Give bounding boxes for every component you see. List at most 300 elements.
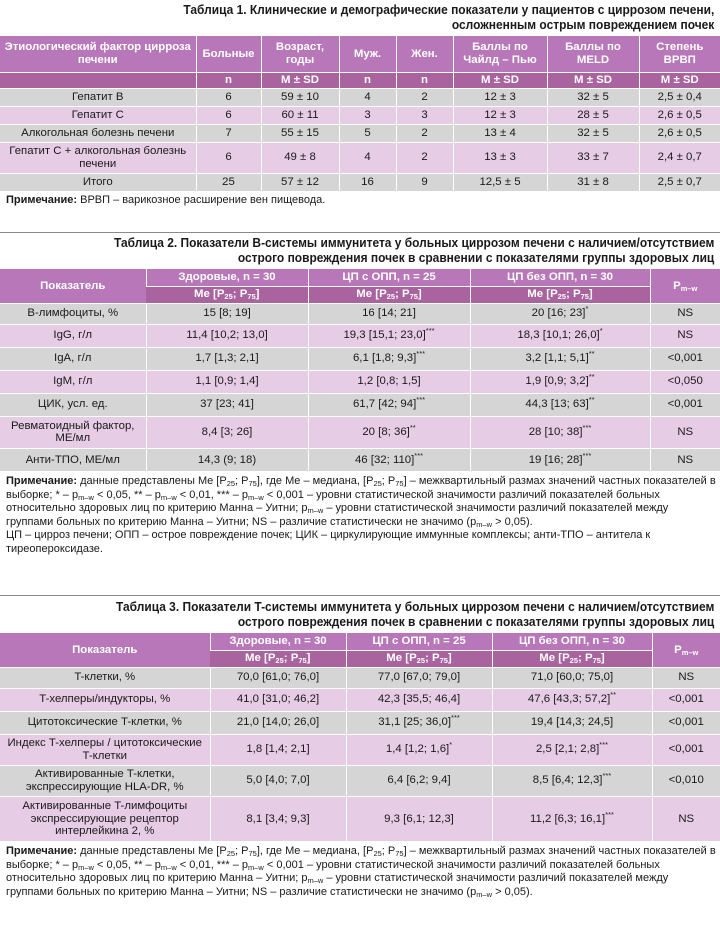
cell	[308, 347, 470, 370]
sig-mark: ***	[414, 450, 424, 460]
note-text: ], где Me – медиана, [P	[256, 845, 374, 857]
cell: 11,4 [10,2; 13,0]	[146, 324, 308, 347]
note-text: < 0,05, ** – p	[93, 858, 161, 871]
col-subheader: M ± SD	[453, 72, 547, 88]
sub-75: 75	[298, 656, 307, 666]
cell-value: 3,2 [1,1; 5,1]	[525, 352, 589, 365]
cell-value: 46 [32; 110]	[354, 453, 415, 466]
cell: NS	[650, 324, 720, 347]
cell	[308, 324, 470, 347]
col-subheader	[470, 286, 650, 303]
cell: 13 ± 3	[453, 142, 547, 173]
sub-75: 75	[580, 292, 589, 302]
table-row	[0, 393, 720, 416]
col-subheader: M ± SD	[639, 72, 720, 88]
cell: 32 ± 5	[547, 124, 639, 142]
sig-mark: ***	[416, 349, 426, 359]
col-subheader	[492, 650, 652, 667]
sig-mark: **	[409, 422, 416, 432]
note-text: данные представлены Me [P	[80, 475, 227, 487]
sub-75: 75	[409, 292, 418, 302]
table-2-header-row	[0, 269, 720, 286]
col-subheader	[210, 650, 346, 667]
sub-text: ; P	[232, 288, 248, 301]
table-row	[0, 303, 720, 324]
note-sub: 75	[248, 479, 257, 488]
cell	[470, 370, 650, 393]
cell: 12 ± 3	[453, 106, 547, 124]
sub-text: ]	[306, 652, 311, 665]
cell: 1,1 [0,9; 1,4]	[146, 370, 308, 393]
col-header: Больные	[196, 36, 261, 72]
cell	[492, 734, 652, 765]
cell: 59 ± 10	[261, 88, 339, 106]
cell	[308, 370, 470, 393]
sub-text: ; P	[283, 652, 299, 665]
table-1	[0, 36, 720, 191]
cell	[470, 393, 650, 416]
cell-value: 18,3 [10,1; 26,0]	[517, 329, 600, 342]
cell: Гепатит C	[0, 106, 196, 124]
cell-value: 8,5 [6,4; 12,3]	[532, 774, 603, 787]
table-3-title-line-2: острого повреждения почек в сравнении с показателями группы здоровых лиц	[237, 615, 715, 629]
note-text: ; P	[235, 845, 249, 857]
cell: 15 [8; 19]	[146, 303, 308, 324]
cell: <0,001	[652, 711, 720, 734]
cell-value: 77,0 [67,0; 79,0]	[377, 671, 461, 684]
cell: Цитотоксические T-клетки, %	[0, 711, 210, 734]
sub-text: ; P	[578, 652, 593, 665]
cell: 3	[396, 106, 453, 124]
cell: NS	[652, 796, 720, 841]
cell: Алкогольная болезнь печени	[0, 124, 196, 142]
cell: IgM, г/л	[0, 370, 146, 393]
cell-value: 42,3 [35,5; 46,4]	[377, 693, 461, 706]
table-row	[0, 734, 720, 765]
cell	[346, 734, 492, 765]
table-row	[0, 142, 720, 173]
table-3-header-row	[0, 633, 720, 650]
sig-mark: ***	[582, 422, 592, 432]
col-header: Здоровые, n = 30	[210, 633, 346, 650]
cell	[308, 303, 470, 324]
col-subheader	[308, 286, 470, 303]
p-sub: m–w	[681, 647, 699, 657]
sub-75: 75	[592, 656, 601, 666]
note-sub: 25	[226, 849, 236, 858]
table-row	[0, 667, 720, 688]
sub-text: ]	[255, 288, 260, 301]
note-sub: m–w	[476, 519, 493, 529]
cell-value: 6,4 [6,2; 9,4]	[387, 774, 451, 787]
table-3-title	[36, 600, 720, 630]
table-3-section	[0, 600, 720, 899]
cell: IgG, г/л	[0, 324, 146, 347]
cell: 2	[396, 124, 453, 142]
col-subheader: M ± SD	[261, 72, 339, 88]
cell	[346, 688, 492, 711]
col-header: ЦП без ОПП, n = 30	[492, 633, 652, 650]
col-header: Степень ВРВП	[639, 36, 720, 72]
sub-25: 25	[569, 656, 579, 666]
col-subheader: n	[196, 72, 261, 88]
cell: 2,6 ± 0,5	[639, 124, 720, 142]
cell: Гепатит C + алкогольная болезнь печени	[0, 142, 196, 173]
table-row	[0, 88, 720, 106]
col-subheader	[346, 650, 492, 667]
cell: 37 [23; 41]	[146, 393, 308, 416]
cell: 5,0 [4,0; 7,0]	[210, 765, 346, 796]
sig-mark: **	[588, 395, 595, 405]
note-text: > 0,05).	[492, 515, 533, 528]
table-2-section	[0, 236, 720, 557]
note-sub: m–w	[78, 862, 94, 872]
table-row	[0, 324, 720, 347]
sig-mark: *	[585, 304, 589, 314]
note-sub: m–w	[307, 506, 324, 516]
sub-25: 25	[275, 656, 284, 666]
note-sub: m–w	[160, 862, 177, 872]
cell: 5	[339, 124, 396, 142]
table-2-title-line-2: острого повреждения почек в сравнении с показателями группы здоровых лиц	[237, 251, 715, 265]
cell: 55 ± 15	[261, 124, 339, 142]
sub-text: ; P	[425, 652, 440, 665]
note-sub: m–w	[476, 889, 493, 899]
note-sub: 75	[395, 479, 404, 488]
table-row	[0, 765, 720, 796]
cell: 12 ± 3	[453, 88, 547, 106]
table-row	[0, 711, 720, 734]
table-1-title-line-1: Таблица 1. Клинические и демографические показатели у пациентов с циррозом печени,	[183, 3, 715, 17]
table-2-title-line-1: Таблица 2. Показатели B-системы иммунитета у больных циррозом печени с наличием/отсутствием	[114, 236, 715, 250]
sig-mark: ***	[451, 713, 460, 723]
note-label: Примечание:	[6, 194, 78, 206]
note-label: Примечание:	[6, 845, 78, 857]
sig-mark: ***	[416, 395, 426, 405]
p-label: P	[673, 279, 681, 292]
table-3-note	[0, 841, 720, 899]
table-row	[0, 416, 720, 448]
cell: 7	[196, 124, 261, 142]
table-1-subheader-row	[0, 72, 720, 88]
col-header: Здоровые, n = 30	[146, 269, 308, 286]
note-sub: 75	[395, 849, 404, 858]
cell: T-клетки, %	[0, 667, 210, 688]
cell	[470, 347, 650, 370]
col-header: Показатель	[0, 633, 210, 667]
sub-text: ]	[588, 288, 593, 301]
note-text: – уровни статистической значимости различий показателей между группами больных по критерию Манна – Уитни; NS – различие статистически не значимо (p	[6, 502, 669, 528]
cell: 16	[339, 173, 396, 191]
cell: Активированные T-клетки, экспрессирующие HLA-DR, %	[0, 765, 210, 796]
note-sub: m–w	[248, 862, 264, 872]
cell: NS	[650, 303, 720, 324]
cell-value: 20 [16; 23]	[531, 307, 586, 320]
cell-value: 9,3 [6,1; 12,3]	[384, 812, 454, 825]
cell: 2,5 ± 0,7	[639, 173, 720, 191]
cell: IgA, г/л	[0, 347, 146, 370]
cell: 41,0 [31,0; 46,2]	[210, 688, 346, 711]
cell: <0,001	[652, 688, 720, 711]
sub-75: 75	[247, 292, 256, 302]
cell-value: 16 [14; 21]	[362, 307, 416, 320]
cell: 8,1 [3,4; 9,3]	[210, 796, 346, 841]
cell: 28 ± 5	[547, 106, 639, 124]
sub-text: ]	[600, 652, 605, 665]
sig-mark: ***	[425, 326, 435, 336]
table-2-title	[36, 236, 720, 266]
col-header: Баллы по Чайлд – Пью	[453, 36, 547, 72]
cell-value: 11,2 [6,3; 16,1]	[530, 812, 606, 825]
sig-mark: **	[588, 349, 595, 359]
cell-value: 1,9 [0,9; 3,2]	[525, 375, 589, 388]
cell: Гепатит B	[0, 88, 196, 106]
sub-25: 25	[386, 292, 396, 302]
note-text: ] – межквартильный размах значений частных показателей в выборке; * – p	[6, 845, 716, 871]
cell-value: 28 [10; 38]	[528, 425, 583, 438]
note-text: < 0,01, *** – p	[176, 488, 248, 501]
sub-25: 25	[224, 292, 233, 302]
col-subheader: n	[396, 72, 453, 88]
sig-mark: ***	[582, 450, 592, 460]
p-label: P	[674, 643, 682, 656]
cell	[308, 448, 470, 471]
cell: T-хелперы/индукторы, %	[0, 688, 210, 711]
sig-mark: *	[599, 326, 603, 336]
table-1-section	[0, 0, 720, 208]
col-header-p	[652, 633, 720, 667]
col-subheader: n	[339, 72, 396, 88]
cell: 49 ± 8	[261, 142, 339, 173]
note-text: ], где Me – медиана, [P	[256, 475, 374, 487]
cell: 12,5 ± 5	[453, 173, 547, 191]
cell: <0,001	[650, 347, 720, 370]
col-subheader	[0, 72, 196, 88]
cell: 32 ± 5	[547, 88, 639, 106]
cell: Итого	[0, 173, 196, 191]
note-text: > 0,05).	[492, 885, 533, 898]
note-text: ; P	[381, 845, 396, 857]
divider	[0, 232, 720, 233]
note-sub: 75	[248, 849, 257, 858]
table-1-note	[0, 191, 720, 208]
cell-value: 6,1 [1,8; 9,3]	[352, 352, 417, 365]
col-header: Баллы по MELD	[547, 36, 639, 72]
cell: 4	[339, 142, 396, 173]
note-text: ВРВП – варикозное расширение вен пищевода.	[80, 194, 326, 206]
sig-mark: ***	[599, 740, 609, 750]
cell	[308, 416, 470, 448]
sub-text: Me [P	[539, 652, 570, 665]
cell: 70,0 [61,0; 76,0]	[210, 667, 346, 688]
cell: Анти-ТПО, МЕ/мл	[0, 448, 146, 471]
sub-25: 25	[557, 292, 567, 302]
cell: B-лимфоциты, %	[0, 303, 146, 324]
col-header: Этиологический фактор цирроза печени	[0, 36, 196, 72]
col-header-p	[650, 269, 720, 303]
col-header: Муж.	[339, 36, 396, 72]
cell: Индекс T-хелперы / цитотоксические T-клетки	[0, 734, 210, 765]
cell-value: 44,3 [13; 63]	[525, 398, 589, 411]
cell: 14,3 (9; 18)	[146, 448, 308, 471]
cell-value: 1,4 [1,2; 1,6]	[385, 743, 450, 756]
cell: 2,5 ± 0,4	[639, 88, 720, 106]
cell: 1,7 [1,3; 2,1]	[146, 347, 308, 370]
cell: <0,001	[650, 393, 720, 416]
sub-text: ]	[447, 652, 452, 665]
cell	[346, 765, 492, 796]
note-text: < 0,001 – уровни статистической значимости различий показателей больных относительно здоровых лиц по критерию Манна – Уитни; p	[6, 488, 660, 515]
cell: 2	[396, 142, 453, 173]
cell: NS	[652, 667, 720, 688]
sig-mark: *	[449, 740, 453, 750]
cell-value: 19 [16; 28]	[528, 453, 583, 466]
cell-value: 19,4 [14,3; 24,5]	[530, 716, 614, 729]
cell	[346, 796, 492, 841]
sig-mark: ***	[602, 771, 612, 781]
cell-value: 2,5 [2,1; 2,8]	[535, 743, 600, 756]
cell: 3	[339, 106, 396, 124]
table-row	[0, 370, 720, 393]
cell: 6	[196, 106, 261, 124]
sig-mark: ***	[605, 809, 614, 819]
cell: Активированные T-лимфоциты экспрессирующие рецептор интерлейкина 2, %	[0, 796, 210, 841]
note-sub: 25	[373, 849, 382, 858]
table-row	[0, 124, 720, 142]
cell: 2,4 ± 0,7	[639, 142, 720, 173]
cell: 2,6 ± 0,5	[639, 106, 720, 124]
sub-text: ; P	[395, 288, 410, 301]
table-2-note	[0, 471, 720, 557]
note-text: ; P	[381, 475, 396, 487]
col-header: ЦП с ОПП, n = 25	[308, 269, 470, 286]
note-text: ; P	[235, 475, 249, 487]
cell: 9	[396, 173, 453, 191]
cell-value: 19,3 [15,1; 23,0]	[343, 329, 426, 342]
cell: 6	[196, 88, 261, 106]
table-3	[0, 633, 720, 841]
cell	[346, 667, 492, 688]
table-row	[0, 796, 720, 841]
note-text: < 0,05, ** – p	[93, 488, 161, 501]
table-1-title-line-2: осложненным острым повреждением почек	[451, 18, 715, 32]
note-text: данные представлены Me [P	[80, 845, 227, 857]
p-sub: m–w	[680, 283, 698, 293]
col-header: Показатель	[0, 269, 146, 303]
col-header: ЦП без ОПП, n = 30	[470, 269, 650, 286]
cell-value: 47,6 [43,3; 57,2]	[527, 693, 611, 706]
cell: 60 ± 11	[261, 106, 339, 124]
cell: <0,001	[652, 734, 720, 765]
table-2	[0, 269, 720, 471]
cell	[492, 711, 652, 734]
cell-value: 31,1 [25; 36,0]	[378, 716, 452, 729]
note-text: ] – межквартильный размах значений частных показателей в выборке; * – p	[6, 475, 716, 501]
cell: 57 ± 12	[261, 173, 339, 191]
table-row	[0, 173, 720, 191]
note-sub: m–w	[248, 492, 264, 502]
sub-25: 25	[416, 656, 426, 666]
cell: <0,010	[652, 765, 720, 796]
note-label: Примечание:	[6, 475, 78, 487]
sub-text: Me [P	[194, 288, 225, 301]
cell-value: 20 [8; 36]	[362, 425, 410, 438]
col-header: Возраст, годы	[261, 36, 339, 72]
cell: 4	[339, 88, 396, 106]
note-sub: 25	[226, 479, 236, 488]
cell: 2	[396, 88, 453, 106]
note-sub: m–w	[78, 492, 94, 502]
note-text: < 0,01, *** – p	[176, 858, 248, 871]
note-sub: m–w	[307, 876, 324, 886]
cell	[470, 448, 650, 471]
cell	[470, 324, 650, 347]
cell	[470, 303, 650, 324]
cell	[492, 688, 652, 711]
table-row	[0, 448, 720, 471]
cell: NS	[650, 416, 720, 448]
sub-75: 75	[439, 656, 448, 666]
cell	[492, 796, 652, 841]
cell	[470, 416, 650, 448]
cell-value: 61,7 [42; 94]	[352, 398, 417, 411]
col-subheader: M ± SD	[547, 72, 639, 88]
col-header: ЦП с ОПП, n = 25	[346, 633, 492, 650]
note-abbreviations: ЦП – цирроз печени; ОПП – острое повреждение почек; ЦИК – циркулирующие иммунные комплексы; анти-ТПО – антитела к тиреопероксидазе.	[6, 529, 651, 555]
sub-text: Me [P	[386, 652, 417, 665]
cell-value: 1,2 [0,8; 1,5]	[357, 375, 421, 388]
sub-text: ]	[417, 288, 422, 301]
table-row	[0, 347, 720, 370]
table-3-title-line-1: Таблица 3. Показатели T-системы иммунитета у больных циррозом печени с наличием/отсутствием	[115, 600, 715, 614]
table-1-header-row	[0, 36, 720, 72]
cell	[346, 711, 492, 734]
sig-mark: **	[588, 372, 595, 382]
cell-value: 71,0 [60,0; 75,0]	[530, 671, 614, 684]
note-text: < 0,001 – уровни статистической значимости различий показателей больных относительно здоровых лиц по критерию Манна – Уитни; p	[6, 858, 660, 885]
cell	[492, 667, 652, 688]
cell: ЦИК, усл. ед.	[0, 393, 146, 416]
cell: 6	[196, 142, 261, 173]
sub-text: Me [P	[245, 652, 276, 665]
cell	[308, 393, 470, 416]
cell: 21,0 [14,0; 26,0]	[210, 711, 346, 734]
note-sub: 25	[373, 479, 382, 488]
sub-text: Me [P	[356, 288, 387, 301]
cell: 1,8 [1,4; 2,1]	[210, 734, 346, 765]
note-sub: m–w	[160, 492, 177, 502]
cell: 8,4 [3; 26]	[146, 416, 308, 448]
cell: 31 ± 8	[547, 173, 639, 191]
col-header: Жен.	[396, 36, 453, 72]
sub-text: ; P	[566, 288, 581, 301]
cell: 25	[196, 173, 261, 191]
cell: 33 ± 7	[547, 142, 639, 173]
col-subheader	[146, 286, 308, 303]
cell	[492, 765, 652, 796]
sub-text: Me [P	[527, 288, 558, 301]
cell: NS	[650, 448, 720, 471]
table-row	[0, 106, 720, 124]
divider	[0, 595, 720, 596]
note-text: – уровни статистической значимости различий показателей между группами больных по критерию Манна – Уитни; NS – различие статистически не значимо (p	[6, 872, 669, 898]
table-1-title	[36, 0, 720, 33]
sig-mark: **	[610, 690, 617, 700]
cell: Ревматоидный фактор, МЕ/мл	[0, 416, 146, 448]
cell: <0,050	[650, 370, 720, 393]
table-row	[0, 688, 720, 711]
cell: 13 ± 4	[453, 124, 547, 142]
